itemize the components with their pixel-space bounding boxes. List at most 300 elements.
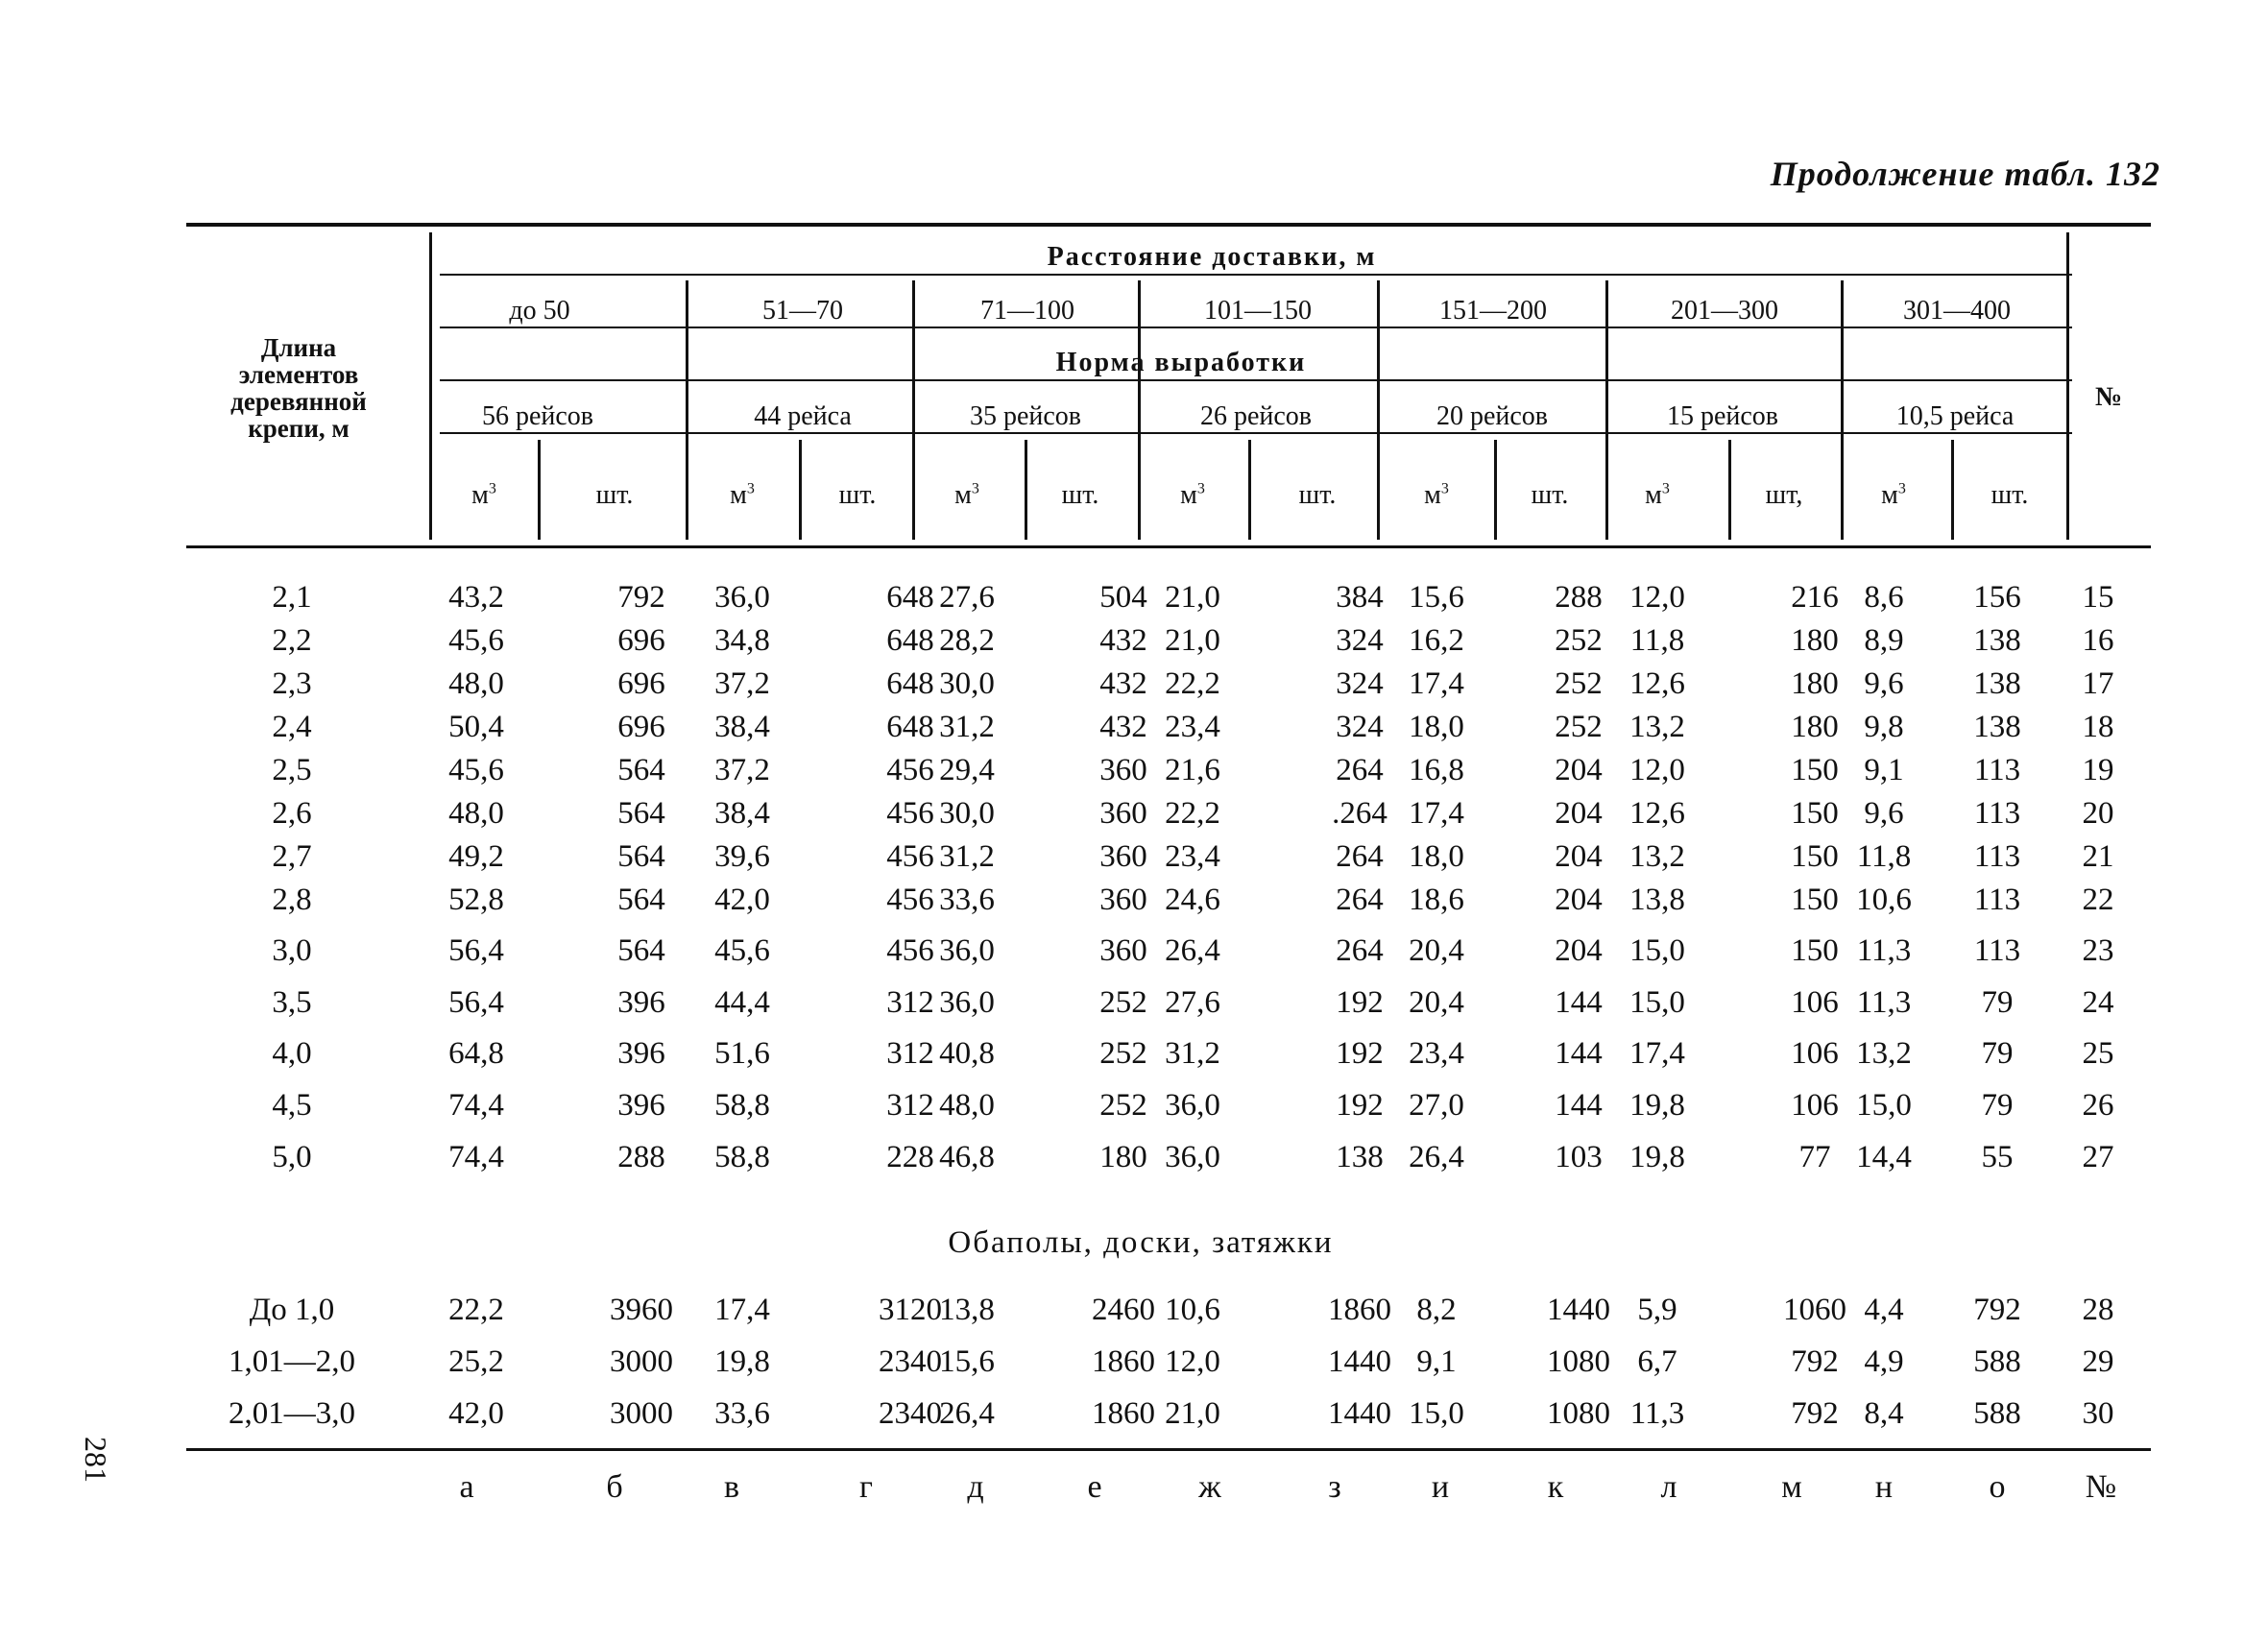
row-length: 4,5	[272, 1088, 312, 1123]
cell-volume-m3: 22,2	[1165, 796, 1220, 831]
section-title: Обаполы, доски, затяжки	[948, 1225, 1334, 1260]
row-number: 18	[2082, 710, 2114, 744]
column-letter: в	[723, 1469, 740, 1505]
cell-pieces: 150	[1791, 883, 1839, 917]
cell-volume-m3: 64,8	[448, 1036, 504, 1071]
cell-pieces: 113	[1973, 933, 2021, 968]
cell-pieces: 264	[1336, 883, 1384, 917]
number-column-header: №	[2095, 382, 2123, 412]
cell-pieces: 1860	[1328, 1293, 1391, 1327]
row-length: 3,0	[272, 933, 312, 968]
cell-pieces: 1860	[1092, 1344, 1155, 1379]
cell-volume-m3: 12,6	[1629, 666, 1685, 701]
cell-volume-m3: 27,6	[1165, 985, 1220, 1020]
unit-m3: $м^3$	[730, 480, 755, 510]
distance-range: 51—70	[762, 296, 843, 326]
cell-volume-m3: 9,6	[1864, 666, 1904, 701]
cell-pieces: 1060	[1783, 1293, 1846, 1327]
cell-volume-m3: 27,6	[939, 580, 995, 615]
row-number: 28	[2082, 1293, 2114, 1327]
distance-range-underline	[440, 327, 2072, 328]
cell-volume-m3: 40,8	[939, 1036, 995, 1071]
cell-pieces: 192	[1336, 1088, 1384, 1123]
cell-pieces: 432	[1099, 623, 1147, 658]
cell-volume-m3: 14,4	[1856, 1140, 1912, 1174]
cell-pieces: 2340	[879, 1396, 942, 1431]
trips-label: 10,5 рейса	[1895, 401, 2015, 431]
group-divider	[1605, 280, 1608, 540]
group-divider	[686, 280, 688, 540]
cell-pieces: 2460	[1092, 1293, 1155, 1327]
cell-volume-m3: 25,2	[448, 1344, 504, 1379]
cell-pieces: 77	[1798, 1140, 1831, 1174]
cell-volume-m3: 15,0	[1409, 1396, 1464, 1431]
row-length: 2,8	[272, 883, 312, 917]
cell-volume-m3: 34,8	[714, 623, 770, 658]
row-length: 2,01—3,0	[229, 1396, 355, 1431]
cell-pieces: 696	[617, 623, 665, 658]
cell-volume-m3: 8,9	[1864, 623, 1904, 658]
cell-volume-m3: 27,0	[1409, 1088, 1464, 1123]
unit-m3: $м^3$	[1881, 480, 1906, 510]
unit-m3: $м^3$	[471, 480, 496, 510]
cell-volume-m3: 13,2	[1856, 1036, 1912, 1071]
cell-pieces: 138	[1973, 666, 2021, 701]
cell-volume-m3: 16,8	[1409, 753, 1464, 787]
group-divider	[1377, 280, 1380, 540]
cell-pieces: 106	[1791, 985, 1839, 1020]
cell-volume-m3: 11,8	[1856, 839, 1912, 874]
cell-pieces: 588	[1973, 1344, 2021, 1379]
cell-pieces: 252	[1099, 985, 1147, 1020]
unit-divider	[1951, 440, 1954, 540]
distance-range: до 50	[509, 296, 570, 326]
norm-underline	[440, 379, 2072, 381]
cell-volume-m3: 12,6	[1629, 796, 1685, 831]
cell-pieces: 252	[1099, 1088, 1147, 1123]
row-number: 16	[2082, 623, 2114, 658]
cell-pieces: 103	[1555, 1140, 1603, 1174]
cell-volume-m3: 11,3	[1629, 1396, 1685, 1431]
row-length: 2,2	[272, 623, 312, 658]
cell-pieces: 792	[1973, 1293, 2021, 1327]
cell-pieces: 432	[1099, 666, 1147, 701]
cell-volume-m3: 4,9	[1864, 1344, 1904, 1379]
row-length: 1,01—2,0	[229, 1344, 355, 1379]
cell-pieces: 504	[1099, 580, 1147, 615]
cell-pieces: 264	[1336, 933, 1384, 968]
cell-volume-m3: 18,6	[1409, 883, 1464, 917]
cell-pieces: 204	[1555, 883, 1603, 917]
row-length: До 1,0	[249, 1293, 335, 1327]
cell-pieces: 396	[617, 985, 665, 1020]
cell-volume-m3: 9,8	[1864, 710, 1904, 744]
cell-volume-m3: 11,8	[1629, 623, 1685, 658]
cell-volume-m3: 22,2	[1165, 666, 1220, 701]
cell-pieces: 144	[1555, 1036, 1603, 1071]
cell-pieces: 588	[1973, 1396, 2021, 1431]
cell-pieces: 648	[886, 710, 934, 744]
trips-label: 56 рейсов	[481, 401, 594, 431]
cell-pieces: 648	[886, 666, 934, 701]
distance-header: Расстояние доставки, м	[1047, 242, 1377, 272]
trips-label: 35 рейсов	[969, 401, 1082, 431]
row-number: 29	[2082, 1344, 2114, 1379]
cell-volume-m3: 37,2	[714, 666, 770, 701]
distance-range: 71—100	[980, 296, 1074, 326]
cell-volume-m3: 46,8	[939, 1140, 995, 1174]
cell-volume-m3: 38,4	[714, 710, 770, 744]
cell-volume-m3: 13,2	[1629, 839, 1685, 874]
cell-pieces: 648	[886, 580, 934, 615]
trips-label: 26 рейсов	[1199, 401, 1313, 431]
row-number: 30	[2082, 1396, 2114, 1431]
cell-volume-m3: 42,0	[714, 883, 770, 917]
cell-volume-m3: 26,4	[1165, 933, 1220, 968]
cell-pieces: 55	[1981, 1140, 2014, 1174]
cell-pieces: 456	[886, 933, 934, 968]
continuation-label: Продолжение табл. 132	[1770, 155, 2160, 193]
cell-volume-m3: 38,4	[714, 796, 770, 831]
cell-pieces: 792	[1791, 1396, 1839, 1431]
unit-m3: $м^3$	[954, 480, 979, 510]
row-number: 22	[2082, 883, 2114, 917]
column-letter: н	[1874, 1469, 1894, 1505]
unit-divider	[1728, 440, 1731, 540]
row-number: 20	[2082, 796, 2114, 831]
table-bottom-rule	[186, 1448, 2151, 1451]
cell-volume-m3: 13,8	[1629, 883, 1685, 917]
distance-range: 201—300	[1671, 296, 1778, 326]
cell-pieces: 264	[1336, 839, 1384, 874]
row-length: 2,7	[272, 839, 312, 874]
cell-volume-m3: 23,4	[1165, 710, 1220, 744]
page-number: 281	[79, 1437, 113, 1483]
length-column-header: Длина элементов деревянной крепи, м	[230, 333, 367, 443]
cell-volume-m3: 36,0	[939, 933, 995, 968]
unit-m3: $м^3$	[1424, 480, 1449, 510]
row-length: 2,1	[272, 580, 312, 615]
cell-pieces: 456	[886, 753, 934, 787]
trips-label: 15 рейсов	[1666, 401, 1779, 431]
cell-volume-m3: 29,4	[939, 753, 995, 787]
cell-volume-m3: 17,4	[1409, 666, 1464, 701]
cell-volume-m3: 49,2	[448, 839, 504, 874]
column-letter: ж	[1198, 1469, 1221, 1505]
cell-pieces: 192	[1336, 1036, 1384, 1071]
cell-volume-m3: 36,0	[939, 985, 995, 1020]
cell-volume-m3: 31,2	[1165, 1036, 1220, 1071]
cell-pieces: 648	[886, 623, 934, 658]
unit-divider	[1494, 440, 1497, 540]
cell-pieces: 106	[1791, 1088, 1839, 1123]
cell-volume-m3: 44,4	[714, 985, 770, 1020]
cell-volume-m3: 26,4	[939, 1396, 995, 1431]
cell-pieces: 180	[1791, 710, 1839, 744]
cell-volume-m3: 19,8	[1629, 1140, 1685, 1174]
unit-pieces: шт.	[838, 480, 877, 510]
cell-volume-m3: 31,2	[939, 710, 995, 744]
cell-pieces: 288	[617, 1140, 665, 1174]
row-number: 24	[2082, 985, 2114, 1020]
cell-volume-m3: 48,0	[448, 666, 504, 701]
cell-volume-m3: 21,0	[1165, 1396, 1220, 1431]
header-left-border	[429, 232, 432, 540]
cell-pieces: 150	[1791, 839, 1839, 874]
cell-pieces: 252	[1555, 623, 1603, 658]
row-length: 4,0	[272, 1036, 312, 1071]
cell-volume-m3: 48,0	[939, 1088, 995, 1123]
cell-volume-m3: 8,6	[1864, 580, 1904, 615]
cell-volume-m3: 20,4	[1409, 985, 1464, 1020]
distance-underline	[440, 274, 2072, 276]
unit-m3: $м^3$	[1180, 480, 1205, 510]
column-letter: к	[1547, 1469, 1564, 1505]
cell-volume-m3: 28,2	[939, 623, 995, 658]
cell-volume-m3: 30,0	[939, 796, 995, 831]
unit-divider	[538, 440, 541, 540]
cell-volume-m3: 8,4	[1864, 1396, 1904, 1431]
cell-volume-m3: 37,2	[714, 753, 770, 787]
cell-volume-m3: 15,0	[1629, 985, 1685, 1020]
cell-volume-m3: 39,6	[714, 839, 770, 874]
cell-pieces: .264	[1332, 796, 1387, 831]
cell-volume-m3: 9,1	[1416, 1344, 1457, 1379]
column-letter: №	[2085, 1469, 2117, 1505]
cell-volume-m3: 45,6	[714, 933, 770, 968]
cell-volume-m3: 13,8	[939, 1293, 995, 1327]
cell-pieces: 150	[1791, 753, 1839, 787]
cell-volume-m3: 5,9	[1637, 1293, 1677, 1327]
table-top-rule	[186, 223, 2151, 227]
cell-pieces: 432	[1099, 710, 1147, 744]
column-letter: е	[1087, 1469, 1102, 1505]
cell-pieces: 106	[1791, 1036, 1839, 1071]
cell-volume-m3: 33,6	[939, 883, 995, 917]
cell-volume-m3: 51,6	[714, 1036, 770, 1071]
cell-volume-m3: 9,1	[1864, 753, 1904, 787]
cell-pieces: 360	[1099, 883, 1147, 917]
cell-volume-m3: 23,4	[1165, 839, 1220, 874]
cell-pieces: 252	[1555, 710, 1603, 744]
cell-volume-m3: 15,0	[1629, 933, 1685, 968]
cell-volume-m3: 9,6	[1864, 796, 1904, 831]
cell-pieces: 192	[1336, 985, 1384, 1020]
cell-volume-m3: 33,6	[714, 1396, 770, 1431]
row-number: 17	[2082, 666, 2114, 701]
row-length: 2,3	[272, 666, 312, 701]
cell-volume-m3: 50,4	[448, 710, 504, 744]
row-length: 3,5	[272, 985, 312, 1020]
cell-volume-m3: 56,4	[448, 933, 504, 968]
cell-volume-m3: 21,6	[1165, 753, 1220, 787]
cell-pieces: 180	[1791, 623, 1839, 658]
row-number: 26	[2082, 1088, 2114, 1123]
cell-pieces: 360	[1099, 753, 1147, 787]
cell-pieces: 264	[1336, 753, 1384, 787]
cell-pieces: 113	[1973, 839, 2021, 874]
cell-volume-m3: 21,0	[1165, 623, 1220, 658]
cell-pieces: 456	[886, 796, 934, 831]
cell-pieces: 113	[1973, 796, 2021, 831]
row-number: 25	[2082, 1036, 2114, 1071]
unit-pieces: шт.	[1298, 480, 1337, 510]
cell-volume-m3: 45,6	[448, 753, 504, 787]
cell-pieces: 384	[1336, 580, 1384, 615]
norm-header: Норма выработки	[1055, 348, 1307, 377]
cell-pieces: 324	[1336, 666, 1384, 701]
cell-volume-m3: 15,6	[1409, 580, 1464, 615]
column-letter: а	[459, 1469, 474, 1505]
cell-volume-m3: 26,4	[1409, 1140, 1464, 1174]
trips-underline	[440, 432, 2072, 434]
cell-volume-m3: 12,0	[1629, 580, 1685, 615]
cell-volume-m3: 42,0	[448, 1396, 504, 1431]
cell-pieces: 288	[1555, 580, 1603, 615]
cell-pieces: 396	[617, 1036, 665, 1071]
unit-pieces: шт.	[1991, 480, 2029, 510]
cell-volume-m3: 24,6	[1165, 883, 1220, 917]
cell-pieces: 312	[886, 1036, 934, 1071]
cell-volume-m3: 11,3	[1856, 985, 1912, 1020]
cell-volume-m3: 11,3	[1856, 933, 1912, 968]
cell-volume-m3: 74,4	[448, 1088, 504, 1123]
trips-label: 44 рейса	[754, 401, 852, 431]
cell-pieces: 1860	[1092, 1396, 1155, 1431]
cell-pieces: 216	[1791, 580, 1839, 615]
cell-pieces: 138	[1336, 1140, 1384, 1174]
cell-volume-m3: 31,2	[939, 839, 995, 874]
cell-pieces: 324	[1336, 710, 1384, 744]
cell-volume-m3: 4,4	[1864, 1293, 1904, 1327]
cell-pieces: 144	[1555, 985, 1603, 1020]
distance-range: 301—400	[1903, 296, 2011, 326]
cell-pieces: 204	[1555, 839, 1603, 874]
cell-volume-m3: 20,4	[1409, 933, 1464, 968]
cell-pieces: 564	[617, 883, 665, 917]
cell-pieces: 564	[617, 933, 665, 968]
column-letter: г	[859, 1469, 873, 1505]
unit-pieces: шт.	[1531, 480, 1569, 510]
cell-pieces: 360	[1099, 933, 1147, 968]
cell-pieces: 3000	[610, 1344, 673, 1379]
cell-pieces: 204	[1555, 933, 1603, 968]
cell-pieces: 1080	[1547, 1396, 1610, 1431]
cell-volume-m3: 15,0	[1856, 1088, 1912, 1123]
cell-volume-m3: 13,2	[1629, 710, 1685, 744]
header-bottom-rule	[186, 545, 2151, 548]
cell-pieces: 1440	[1547, 1293, 1610, 1327]
column-letter: б	[606, 1469, 623, 1505]
cell-pieces: 228	[886, 1140, 934, 1174]
cell-volume-m3: 12,0	[1165, 1344, 1220, 1379]
cell-volume-m3: 18,0	[1409, 839, 1464, 874]
cell-pieces: 456	[886, 839, 934, 874]
cell-pieces: 792	[1791, 1344, 1839, 1379]
cell-pieces: 3120	[879, 1293, 942, 1327]
unit-pieces: шт.	[1061, 480, 1099, 510]
cell-pieces: 696	[617, 666, 665, 701]
cell-pieces: 324	[1336, 623, 1384, 658]
group-divider	[1841, 280, 1844, 540]
cell-volume-m3: 52,8	[448, 883, 504, 917]
row-length: 5,0	[272, 1140, 312, 1174]
column-letter: д	[967, 1469, 984, 1505]
cell-volume-m3: 8,2	[1416, 1293, 1457, 1327]
cell-volume-m3: 58,8	[714, 1140, 770, 1174]
cell-pieces: 1440	[1328, 1396, 1391, 1431]
cell-volume-m3: 36,0	[1165, 1140, 1220, 1174]
column-letter: л	[1660, 1469, 1677, 1505]
cell-pieces: 79	[1981, 985, 2014, 1020]
cell-volume-m3: 30,0	[939, 666, 995, 701]
row-number: 15	[2082, 580, 2114, 615]
group-divider	[1138, 280, 1141, 540]
cell-volume-m3: 10,6	[1165, 1293, 1220, 1327]
column-letter: м	[1781, 1469, 1802, 1505]
cell-pieces: 2340	[879, 1344, 942, 1379]
cell-pieces: 792	[617, 580, 665, 615]
cell-volume-m3: 43,2	[448, 580, 504, 615]
cell-pieces: 396	[617, 1088, 665, 1123]
cell-pieces: 150	[1791, 933, 1839, 968]
cell-pieces: 204	[1555, 753, 1603, 787]
distance-range: 101—150	[1204, 296, 1312, 326]
cell-pieces: 3960	[610, 1293, 673, 1327]
cell-pieces: 113	[1973, 753, 2021, 787]
cell-pieces: 3000	[610, 1396, 673, 1431]
cell-volume-m3: 17,4	[714, 1293, 770, 1327]
cell-pieces: 79	[1981, 1036, 2014, 1071]
unit-divider	[1025, 440, 1027, 540]
cell-pieces: 456	[886, 883, 934, 917]
cell-volume-m3: 48,0	[448, 796, 504, 831]
column-letter: з	[1328, 1469, 1341, 1505]
unit-pieces: шт,	[1765, 480, 1803, 510]
cell-pieces: 204	[1555, 796, 1603, 831]
cell-volume-m3: 22,2	[448, 1293, 504, 1327]
cell-pieces: 252	[1099, 1036, 1147, 1071]
row-number: 23	[2082, 933, 2114, 968]
cell-pieces: 79	[1981, 1088, 2014, 1123]
cell-volume-m3: 19,8	[714, 1344, 770, 1379]
cell-pieces: 180	[1791, 666, 1839, 701]
cell-volume-m3: 45,6	[448, 623, 504, 658]
group-divider	[912, 280, 915, 540]
cell-volume-m3: 18,0	[1409, 710, 1464, 744]
cell-volume-m3: 58,8	[714, 1088, 770, 1123]
cell-volume-m3: 19,8	[1629, 1088, 1685, 1123]
row-length: 2,4	[272, 710, 312, 744]
row-number: 27	[2082, 1140, 2114, 1174]
row-number: 19	[2082, 753, 2114, 787]
cell-volume-m3: 36,0	[1165, 1088, 1220, 1123]
header-right-border	[2066, 232, 2069, 540]
unit-divider	[799, 440, 802, 540]
row-length: 2,6	[272, 796, 312, 831]
row-number: 21	[2082, 839, 2114, 874]
column-letter: о	[1989, 1469, 2006, 1505]
cell-pieces: 564	[617, 839, 665, 874]
trips-label: 20 рейсов	[1436, 401, 1549, 431]
column-letter: и	[1431, 1469, 1450, 1505]
cell-volume-m3: 15,6	[939, 1344, 995, 1379]
cell-pieces: 252	[1555, 666, 1603, 701]
unit-pieces: шт.	[595, 480, 634, 510]
distance-range: 151—200	[1439, 296, 1547, 326]
unit-m3: $м^3$	[1645, 480, 1670, 510]
unit-divider	[1248, 440, 1251, 540]
